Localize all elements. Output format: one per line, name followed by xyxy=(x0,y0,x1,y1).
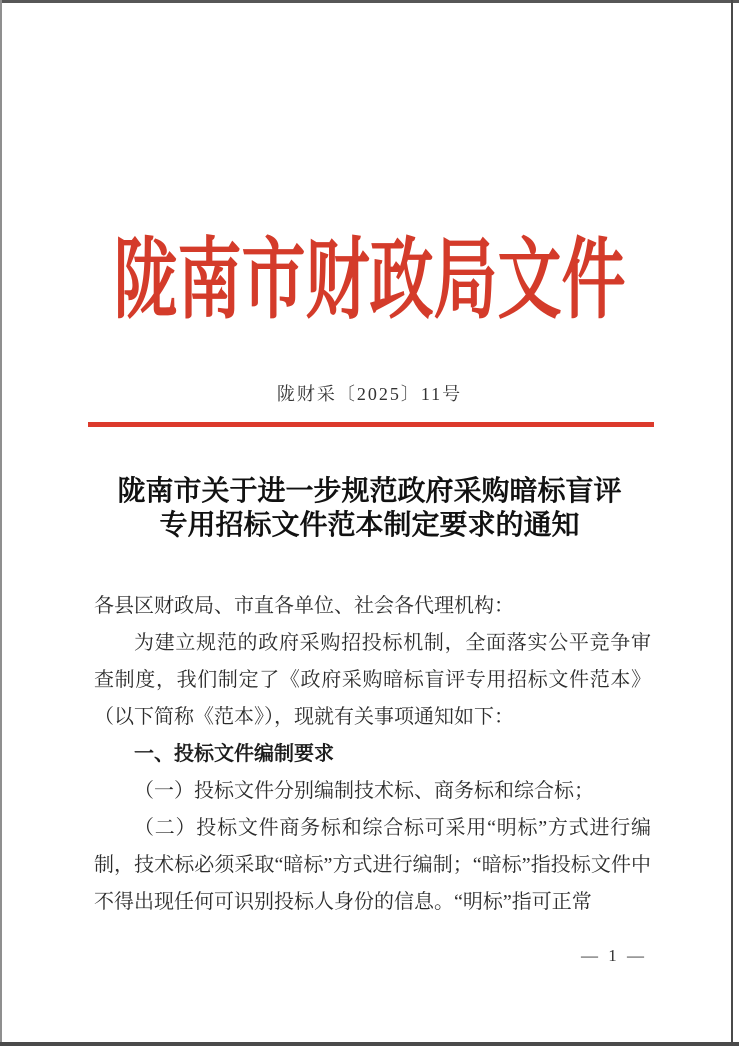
page-number: — 1 — xyxy=(581,946,647,965)
list-item-1: （一）投标文件分别编制技术标、商务标和综合标； xyxy=(134,780,594,802)
scan-edge-top xyxy=(0,0,739,3)
document-reference-number: 陇财采〔2025〕11号 xyxy=(276,384,463,404)
salutation-line: 各县区财政局、市直各单位、社会各代理机构： xyxy=(94,595,514,617)
document-body xyxy=(94,588,651,921)
red-divider-line xyxy=(88,422,654,427)
document-title xyxy=(0,475,739,543)
document-title-line1: 陇南市关于进一步规范政府采购暗标盲评 xyxy=(117,476,622,507)
agency-banner-title: 陇南市财政局文件 xyxy=(113,231,626,330)
document-title-line2: 专用招标文件范本制定要求的通知 xyxy=(159,510,580,541)
scan-edge-bottom xyxy=(0,1042,739,1046)
section-heading: 一、投标文件编制要求 xyxy=(134,743,334,765)
list-item-2: （二）投标文件商务标和综合标可采用“明标”方式进行编制，技术标必须采取“暗标”方式进行编制；“暗标”指投标文件中不得出现任何可识别投标人身份的信息。“明标”指可正常 xyxy=(94,817,651,913)
intro-paragraph: 为建立规范的政府采购招投标机制，全面落实公平竞争审查制度，我们制定了《政府采购暗标盲评专用招标文件范本》（以下简称《范本》），现就有关事项通知如下： xyxy=(94,632,651,728)
